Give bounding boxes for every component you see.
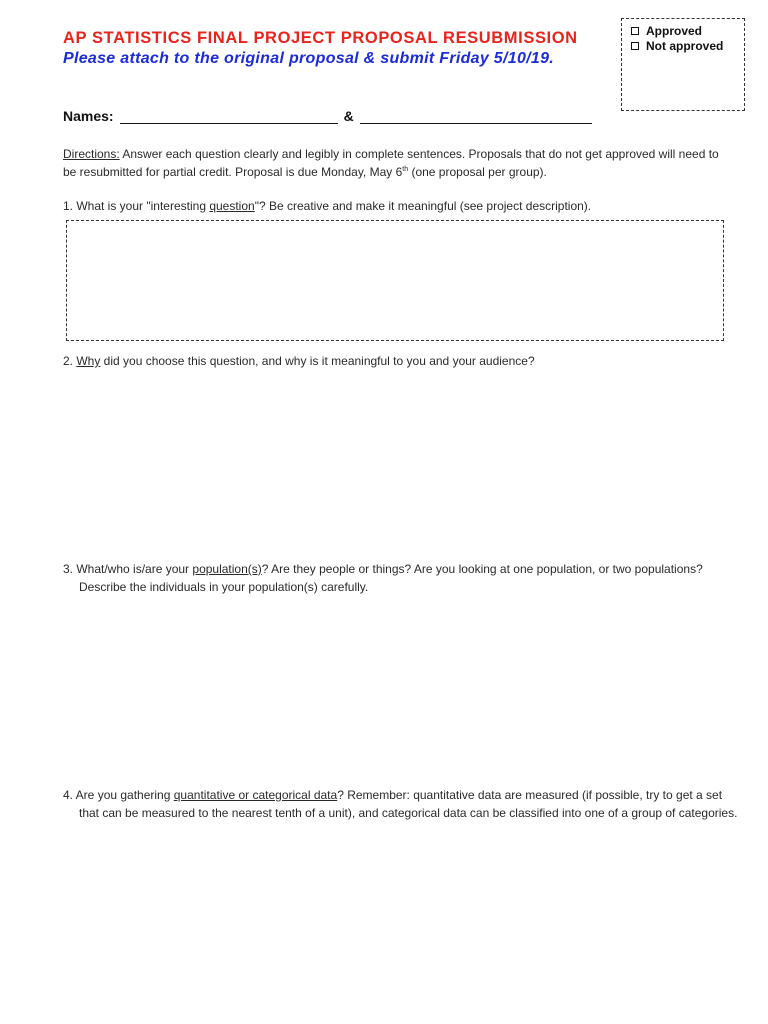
not-approved-label: Not approved: [646, 39, 724, 53]
question-3-keyword: population(s): [192, 562, 262, 576]
question-4-text: 4. Are you gathering: [63, 788, 174, 802]
question-4: [63, 786, 739, 822]
question-4-keyword: quantitative or categorical data: [173, 788, 338, 802]
submission-instruction: Please attach to the original proposal & submit Friday 5/10/19.: [63, 50, 555, 67]
names-separator: &: [343, 108, 354, 124]
question-3-text-end: ? Are they people or things? Are you looking at one population, or two populations? Describe the individuals in your population(s) carefully.: [79, 562, 703, 594]
ordinal-suffix: th: [402, 166, 409, 173]
question-1-text: 1. What is your "interesting: [63, 199, 210, 213]
approved-label: Approved: [646, 24, 703, 38]
name-field-1[interactable]: [120, 109, 338, 124]
directions-paragraph: [63, 145, 723, 181]
question-3-text: 3. What/who is/are your: [63, 562, 193, 576]
question-1-text-end: "? Be creative and make it meaningful (see project description).: [254, 199, 592, 213]
question-4-text-end: ? Remember: quantitative data are measured (if possible, try to get a set that can be measured to the nearest tenth of a unit), and categorical data can be classified into one of a group of categories.: [79, 788, 738, 820]
question-2-text: 2.: [63, 354, 77, 368]
question-1-answer-box[interactable]: [66, 220, 724, 341]
approval-box: [621, 18, 745, 111]
name-field-2[interactable]: [360, 109, 592, 124]
question-1: [63, 197, 591, 215]
names-row: [63, 108, 592, 124]
directions-label: Directions:: [63, 147, 120, 161]
directions-text-end: (one proposal per group).: [408, 165, 547, 179]
question-2-keyword: Why: [76, 354, 101, 368]
checkbox-icon[interactable]: [631, 27, 639, 35]
question-1-keyword: question: [209, 199, 255, 213]
question-3: [63, 560, 719, 596]
approved-option[interactable]: [631, 24, 702, 38]
names-label: Names:: [63, 108, 114, 124]
checkbox-icon[interactable]: [631, 42, 639, 50]
question-2-text-end: did you choose this question, and why is it meaningful to you and your audience?: [100, 354, 535, 368]
question-2: [63, 352, 535, 370]
document-title: AP STATISTICS FINAL PROJECT PROPOSAL RESUBMISSION: [63, 29, 578, 47]
not-approved-option[interactable]: [631, 39, 723, 53]
directions-text: Answer each question clearly and legibly in complete sentences. Proposals that do not get approved will need to be resubmitted for partial credit. Proposal is due Monday, May 6: [63, 147, 719, 179]
